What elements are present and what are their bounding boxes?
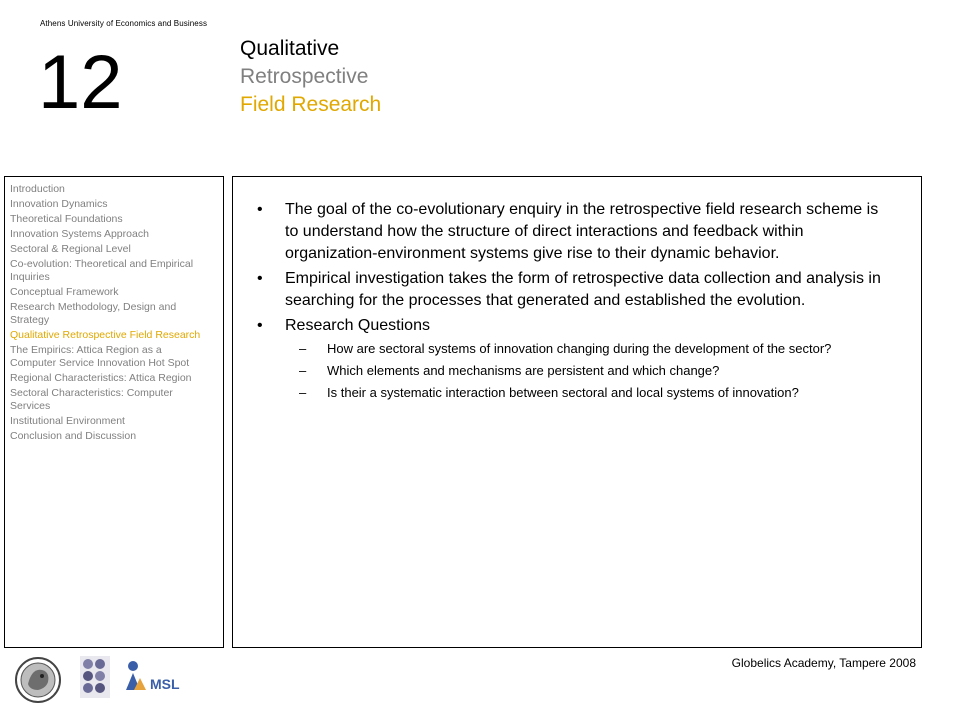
- sub-bullet-marker: –: [299, 363, 307, 378]
- sidebar-item-innovation-systems-approach[interactable]: Innovation Systems Approach: [10, 228, 149, 240]
- bullet-item: [257, 315, 891, 402]
- dots-logo: [80, 656, 110, 698]
- dots-grid-icon: [80, 656, 110, 698]
- bullet-text: Empirical investigation takes the form of retrospective data collection and analysis in searching for the processes that generated and established the evolution.: [285, 270, 881, 309]
- sub-bullet-text: Which elements and mechanisms are persistent and which change?: [327, 363, 720, 378]
- sidebar-item-regional-characteristics[interactable]: Regional Characteristics: Attica Region: [10, 372, 192, 384]
- slide-number: 12: [38, 40, 123, 125]
- bullet-marker: •: [257, 201, 263, 218]
- sub-bullet-item: [299, 361, 891, 380]
- sub-bullet-marker: –: [299, 385, 307, 400]
- title-line-qualitative: Qualitative: [240, 37, 340, 60]
- sidebar-item-sectoral-regional-level[interactable]: Sectoral & Regional Level: [10, 243, 131, 255]
- sidebar-item-theoretical-foundations[interactable]: Theoretical Foundations: [10, 213, 123, 225]
- sidebar-item-qualitative-retrospective[interactable]: Qualitative Retrospective Field Research: [10, 329, 201, 341]
- bullet-marker: •: [257, 270, 263, 287]
- bullet-text: Research Questions: [285, 317, 430, 334]
- bullet-list: [233, 177, 921, 402]
- msl-logo-text: MSL: [150, 676, 180, 692]
- sidebar-list: [5, 177, 223, 443]
- bullet-text: The goal of the co-evolutionary enquiry in the retrospective field research scheme is to understand how the structure of direct interactions and feedback within organization-environment systems give rise to their dynamic behavior.: [285, 201, 879, 262]
- bullet-marker: •: [257, 317, 263, 334]
- sidebar-item-co-evolution[interactable]: Co-evolution: Theoretical and Empirical Inquiries: [10, 258, 194, 283]
- sub-bullet-text: How are sectoral systems of innovation changing during the development of the sector?: [327, 341, 832, 356]
- sidebar-item-innovation-dynamics[interactable]: Innovation Dynamics: [10, 198, 108, 210]
- sub-bullet-item: [299, 383, 891, 402]
- bullet-item: [257, 199, 891, 265]
- sidebar-item-research-methodology[interactable]: Research Methodology, Design and Strategy: [10, 301, 177, 326]
- sidebar-item-sectoral-characteristics[interactable]: Sectoral Characteristics: Computer Services: [10, 387, 173, 412]
- sidebar-item-conceptual-framework[interactable]: Conceptual Framework: [10, 286, 119, 298]
- sidebar-item-empirics-attica[interactable]: The Empirics: Attica Region as a Computer Service Innovation Hot Spot: [10, 344, 190, 369]
- bullet-item: [257, 268, 891, 312]
- university-seal-logo: [12, 656, 64, 704]
- slide-title: [240, 35, 381, 119]
- sub-bullet-item: [299, 339, 891, 358]
- footer-text: Globelics Academy, Tampere 2008: [731, 656, 916, 670]
- title-line-field-research: Field Research: [240, 93, 382, 116]
- sub-bullet-text: Is their a systematic interaction between sectoral and local systems of innovation?: [327, 385, 799, 400]
- sidebar-item-conclusion[interactable]: Conclusion and Discussion: [10, 430, 137, 442]
- seal-icon: [12, 656, 64, 704]
- university-name: Athens University of Economics and Business: [40, 19, 208, 28]
- title-line-retrospective: Retrospective: [240, 65, 369, 88]
- sidebar-item-institutional-environment[interactable]: Institutional Environment: [10, 415, 125, 427]
- sidebar-item-introduction[interactable]: Introduction: [10, 183, 65, 195]
- sidebar-navigation: [4, 176, 224, 648]
- content-panel: [232, 176, 922, 648]
- sub-bullet-list: [285, 339, 891, 402]
- sub-bullet-marker: –: [299, 341, 307, 356]
